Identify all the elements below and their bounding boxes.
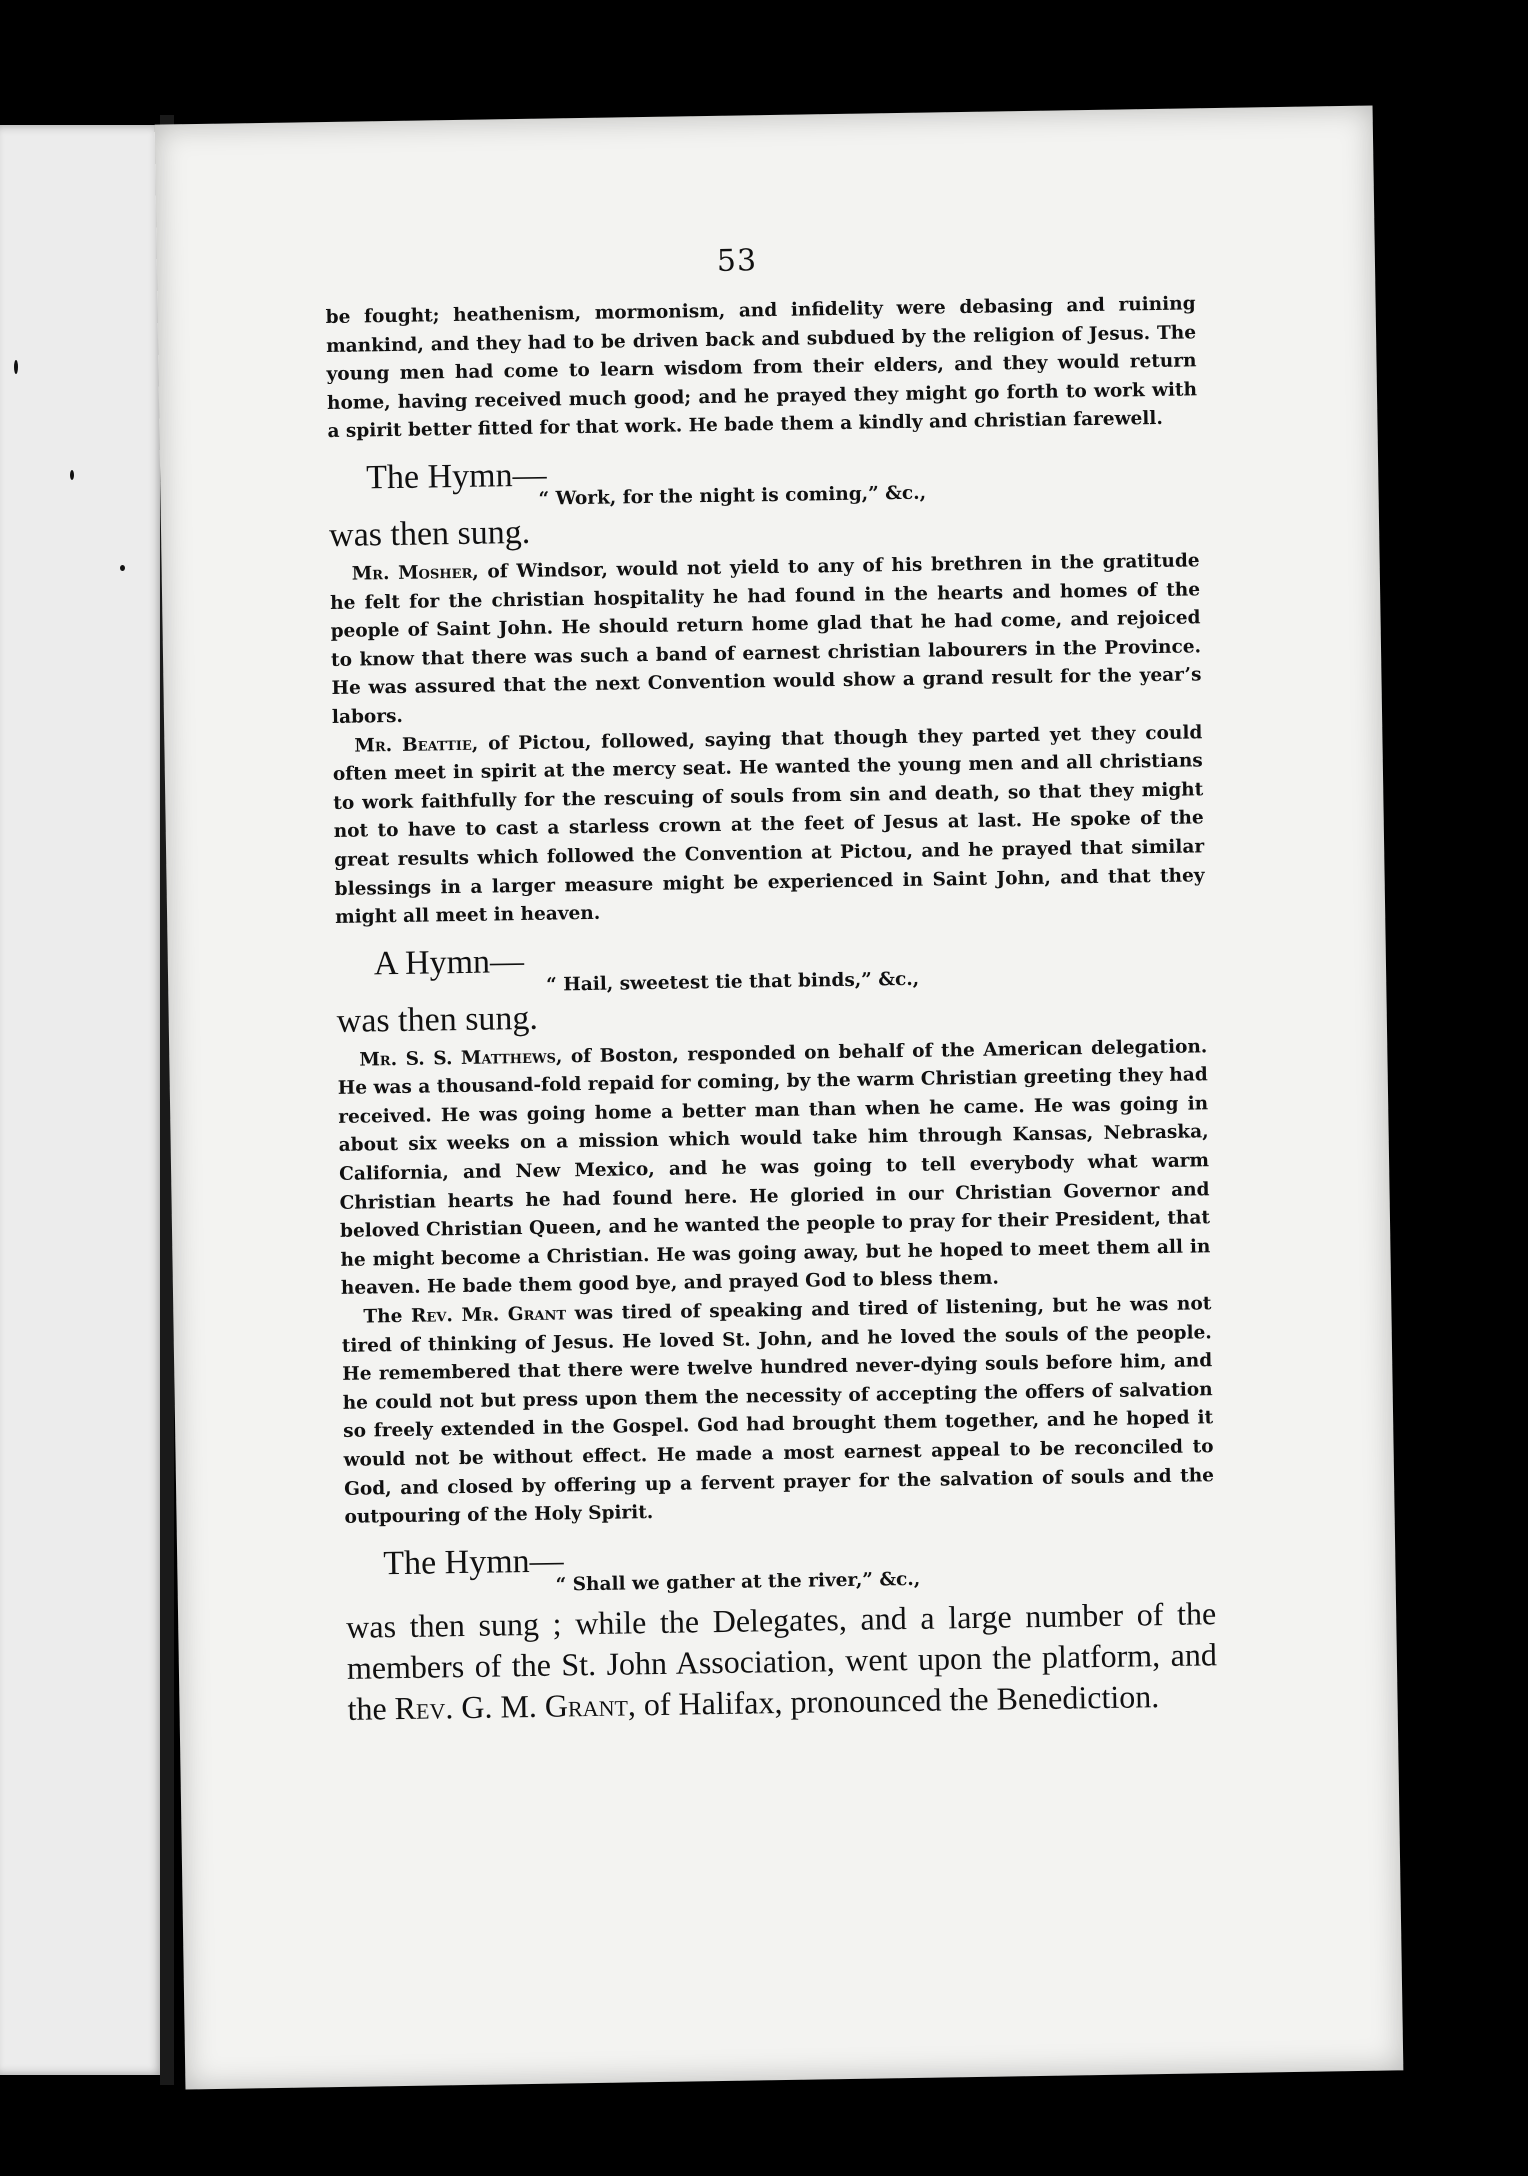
paragraph-grant	[341, 1290, 1214, 1532]
closing-text-end: , of Halifax, pronounced the Benediction.	[627, 1677, 1160, 1723]
page-text	[325, 290, 1217, 1729]
speaker-name: Mr. Beattie	[354, 733, 472, 757]
ink-speck	[120, 565, 125, 571]
hymn-gather-at-river	[345, 1531, 1216, 1603]
paragraph-continuation: be fought; heathenism, mormonism, and infidelity were debasing and ruining mankind, and they had to be driven back and subdued by the religion of Jesus. The young men had come to learn wisdom from their elders, and they would return home, having received much good; and he prayed they might go forth to work with a spirit better fitted for that work. He bade them a kindly and christian farewell.	[325, 293, 1198, 443]
paragraph-prefix: The	[363, 1305, 412, 1328]
paragraph-body: , of Windsor, would not yield to any of his brethren in the gratitude he felt for the christian hospitality he had found in the hearts and homes of the people of Saint John. He should return home glad that he had come, and rejoiced to know that there was such a band of earnest christian labourers in the Province. He was assured that the next Convention would show a grand result for the year’s labors.	[330, 550, 1202, 728]
paragraph-beattie	[332, 719, 1205, 933]
hymn-sweetest-tie	[336, 931, 1207, 1043]
speaker-name: Rev. G. M. Grant	[394, 1686, 629, 1726]
book-page	[155, 106, 1404, 2090]
closing-text-start: was then sung ; while the Delegates, and a large number of the members of the St. John Association, went upon the platform, and the	[345, 1594, 1218, 1727]
hymn-title: “ Work, for the night is coming,” &c.,	[538, 482, 927, 510]
ink-speck	[14, 360, 18, 374]
hymn-sung-line: was then sung.	[336, 999, 539, 1040]
paragraph-body: was tired of speaking and tired of listening, but he was not tired of thinking of Jesus. He loved St. John, and he loved the souls of the people. He remembered that there were twelve hundred never-dying souls before him, and he could not but press upon them the necessity of accepting the offers of salvation so freely extended in the Gospel. God had brought them together, and he hoped it would not be without effect. He made a most earnest appeal to be reconciled to God, and closed by offering up a fervent prayer for the salvation of souls and the outpouring of the Holy Spirit.	[341, 1293, 1215, 1529]
hymn-heading: A Hymn—	[373, 942, 525, 983]
paragraph-body: , of Boston, responded on behalf of the American delegation. He was a thousand-fold repaid for coming, by the warm Christian greeting they had received. He was going home a better man than when he came. He was going in about six weeks on a mission which would take him through Kansas, Nebraska, California, and New Mexico, and he was going to tell everybody what warm Christian hearts he had found here. He gloried in our Christian Governor and beloved Christian Queen, and he wanted the people to pray for their President, that he might become a Christian. He was going away, but he hoped to meet them all in heaven. He bade them good bye, and prayed God to bless them.	[337, 1035, 1211, 1300]
paragraph-matthews	[337, 1033, 1211, 1304]
hymn-title: “ Hail, sweetest tie that binds,” &c.,	[546, 968, 920, 996]
ink-speck	[70, 470, 74, 480]
hymn-title: “ Shall we gather at the river,” &c.,	[555, 1568, 921, 1596]
hymn-heading: The Hymn—	[365, 456, 547, 497]
speaker-name: Mr. S. S. Matthews	[359, 1046, 557, 1071]
hymn-sung-line: was then sung.	[328, 513, 531, 554]
paragraph-body: , of Pictou, followed, saying that though they parted yet they could often meet in spirit at the mercy seat. He wanted the young men and all christians to work faithfully for the rescuing of souls from sin and death, so that they might not to have to cast a starless crown at the feet of Jesus at last. He spoke of the great results which followed the Convention at Pictou, and he prayed that similar blessings in a larger measure might be experienced in Saint John, and that they might all meet in heaven.	[332, 721, 1205, 929]
paragraph-mosher	[330, 547, 1203, 732]
hymn-work-for-the-night	[328, 445, 1199, 557]
speaker-name: Mr. Mosher	[351, 561, 473, 585]
closing-paragraph	[346, 1593, 1218, 1730]
speaker-name: Rev. Mr. Grant	[410, 1303, 567, 1327]
left-page-edge	[0, 125, 165, 2075]
hymn-heading: The Hymn—	[382, 1542, 564, 1583]
page-number: 53	[716, 243, 758, 279]
